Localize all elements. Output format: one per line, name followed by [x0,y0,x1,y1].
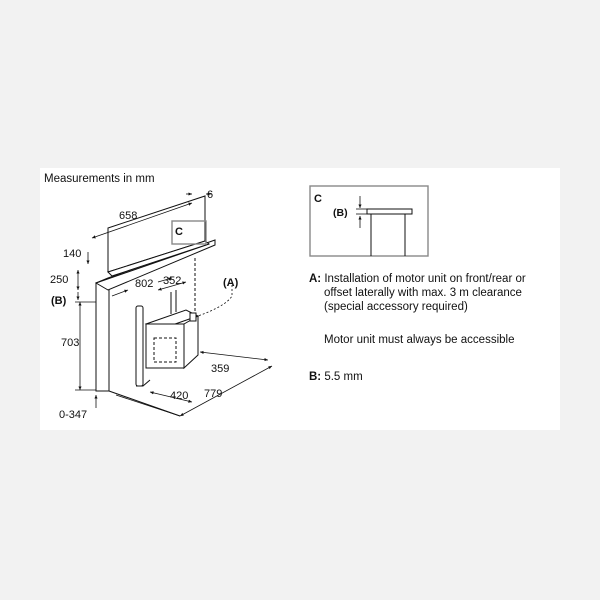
dim-140: 140 [63,248,82,260]
dim-352: 352 [163,275,182,287]
detail-c-marker: C [175,226,183,238]
measurements-title: Measurements in mm [44,173,155,185]
callout-b: (B) [51,295,67,307]
dim-250: 250 [50,274,69,286]
motor-unit [146,290,198,368]
note-b [309,370,509,384]
note-b-key: B: [309,371,322,383]
dim-6: 6 [207,189,214,201]
appliance-outline [96,196,215,416]
detail-c-inset [310,186,428,256]
dim-779: 779 [204,388,223,400]
dim-0-347: 0-347 [59,409,88,421]
note-b-text: 5.5 mm [324,371,363,383]
detail-c-label: C [314,193,322,205]
note-a-line2: offset laterally with max. 3 m clearance [324,287,522,299]
note-access: Motor unit must always be accessible [324,334,515,346]
note-a-key: A: [309,273,322,285]
note-a-line3: (special accessory required) [324,301,468,313]
dim-420: 420 [170,390,189,402]
note-a [309,272,559,314]
detail-b-label: (B) [333,207,348,219]
dim-359: 359 [211,363,230,375]
callout-a: (A) [223,277,239,289]
dim-802: 802 [135,278,154,290]
dim-703: 703 [61,337,80,349]
note-a-line1: Installation of motor unit on front/rear or [324,273,526,285]
dim-658: 658 [119,210,138,222]
